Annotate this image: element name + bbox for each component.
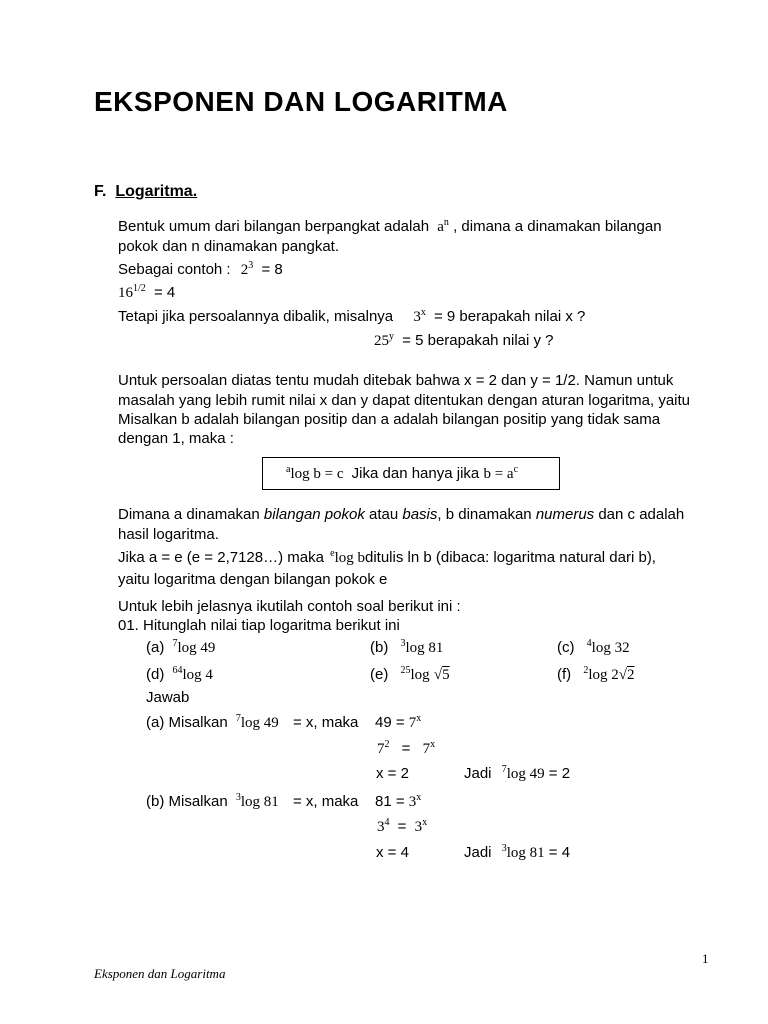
problem-c: (c) $^4$log 32 [557,638,630,656]
solution-b-conclusion: Jadi $^3$log 81 = 4 [464,843,571,861]
problem-b: (b) $^3$log 81 [370,638,444,656]
problem-d: (d) $^{64}$log 4 [146,665,213,683]
p3-line4: yaitu logaritma dengan bilangan pokok e [118,571,388,588]
p3-line3: Jika a = e (e = 2,7128…) maka $^e$log bditulis ln b (dibaca: logaritma natural dari b), [118,548,656,566]
question-2: 25$^y$ = 5 berapakah nilai y ? [374,331,554,349]
solution-b-eq1: 81 = 3$^x$ [375,792,422,810]
sqrt-symbol: √ [433,667,443,683]
section-label: Logaritma. [115,183,198,200]
example-1: Sebagai contoh : $2^3 = 8$ [118,260,283,278]
page-footer: Eksponen dan Logaritma [94,966,226,981]
page-number: 1 [702,951,709,966]
section-heading [94,183,197,201]
definition-text: $^a$log b = c Jika dan hanya jika $b = a^c$ [286,464,519,482]
p1-line2: pokok dan n dinamakan pangkat. [118,238,339,255]
p3-line1: Dimana a dinamakan bilangan pokok atau basis, b dinamakan numerus dan c adalah [118,506,685,523]
page-title: EKSPONEN DAN LOGARITMA [94,86,508,117]
exercise-heading: 01. Hitunglah nilai tiap logaritma berikut ini [118,617,400,634]
p3-line2: hasil logaritma. [118,526,219,543]
solution-a-eq1: 49 = 7$^x$ [375,713,422,731]
p2-line4: dengan 1, maka : [118,430,234,447]
question-1: Tetapi jika persoalannya dibalik, misalnya 3$^x$ = 9 berapakah nilai x ? [118,307,586,325]
solution-b-eq2: $3^4 = 3^x$ [377,817,428,835]
solution-a-line1: (a) Misalkan $^7$log 49 = x, maka [146,713,359,731]
solution-a-eq2: $7^2 = 7^x$ [377,739,436,757]
problem-e: (e) $^{25}$log √5 [370,665,450,683]
p2-line2: masalah yang lebih rumit nilai x dan y dapat ditentukan dengan aturan logaritma, yaitu [118,392,691,409]
solution-a-result: x = 2 [376,765,409,782]
solution-a-conclusion: Jadi $^7$log 49 = 2 [464,764,571,782]
p4-line1: Untuk lebih jelasnya ikutilah contoh soal berikut ini : [118,598,461,615]
solution-b-line1: (b) Misalkan $^3$log 81 = x, maka [146,792,359,810]
example-2: $16^{1/2} = 4$ [118,283,176,301]
answer-heading: Jawab [146,689,190,706]
p2-line3: Misalkan b adalah bilangan positip dan a adalah bilangan positip yang tidak sama [118,411,661,428]
p1-line1: Bentuk umum dari bilangan berpangkat adalah $a^n$ , dimana a dinamakan bilangan [118,217,662,235]
problem-f: (f) $^2$log 2√2 [557,665,635,683]
p2-line1: Untuk persoalan diatas tentu mudah ditebak bahwa x = 2 dan y = 1/2. Namun untuk [118,372,674,389]
section-number: F. [94,183,107,200]
sqrt-symbol: √ [618,667,627,683]
problem-a: (a) $^7$log 49 [146,638,216,656]
solution-b-result: x = 4 [376,844,409,861]
